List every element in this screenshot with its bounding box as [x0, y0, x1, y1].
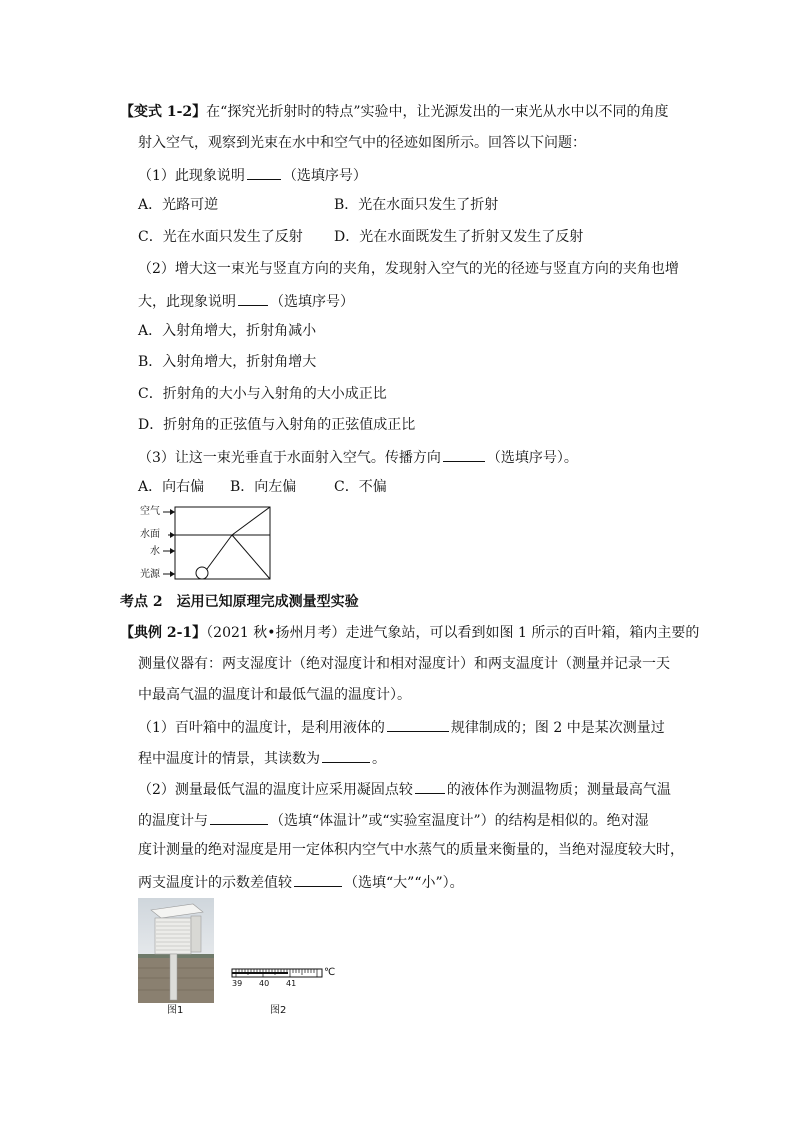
answer-blank[interactable] [415, 779, 445, 794]
example-q2-line2: 的温度计与 （选填“体温计”或“实验室温度计”）的结构是相似的。绝对湿 [138, 810, 649, 830]
refraction-diagram [132, 503, 282, 583]
answer-blank[interactable] [322, 748, 370, 763]
example-q2-line3: 度计测量的绝对湿度是用一定体积内空气中水蒸气的质量来衡量的，当绝对湿度较大时， [138, 842, 684, 858]
variant-stem-line2: 射入空气，观察到光束在水中和空气中的径迹如图所示。回答以下问题： [138, 135, 586, 151]
variant-q1: （1）此现象说明 （选填序号） [138, 165, 367, 185]
variant-q2-line2: 大，此现象说明 （选填序号） [138, 291, 354, 311]
answer-blank[interactable] [238, 291, 268, 306]
answer-blank[interactable] [387, 717, 449, 732]
section-title: 考点 2 运用已知原理完成测量型实验 [120, 594, 359, 610]
option-c: C．不偏 [334, 479, 387, 495]
answer-blank[interactable] [294, 872, 342, 887]
label-air: 空气 [140, 506, 160, 517]
option-a: A．光路可逆 [138, 197, 219, 213]
answer-blank[interactable] [247, 165, 281, 180]
example-q1-line1: （1）百叶箱中的温度计，是利用液体的 规律制成的；图 2 中是某次测量过 [138, 717, 665, 737]
option-b: B．向左偏 [230, 479, 297, 495]
option-c: C．光在水面只发生了反射 [138, 229, 303, 245]
option-b: B．光在水面只发生了折射 [334, 197, 499, 213]
option-d: D．光在水面既发生了折射又发生了反射 [334, 229, 584, 245]
variant-q2-line1: （2）增大这一束光与竖直方向的夹角，发现射入空气的光的径迹与竖直方向的夹角也增 [138, 261, 679, 277]
celsius-unit: ℃ [324, 967, 336, 978]
option-a: A．入射角增大，折射角减小 [138, 323, 317, 339]
variant-q3: （3）让这一束光垂直于水面射入空气。传播方向 （选填序号）。 [138, 447, 578, 467]
option-b: B．入射角增大，折射角增大 [138, 354, 317, 370]
figure2-thermometer [230, 965, 340, 993]
refraction-lines [132, 503, 282, 583]
variant-stem-line1: 【变式 1-2】在“探究光折射时的特点”实验中，让光源发出的一束光从水中以不同的角度 [120, 104, 669, 120]
example-line2: 测量仪器有：两支湿度计（绝对湿度计和相对湿度计）和两支温度计（测量并记录一天 [138, 656, 670, 672]
option-c: C．折射角的大小与入射角的大小成正比 [138, 386, 387, 402]
figure1-caption: 图1 [167, 1005, 184, 1016]
option-a: A．向右偏 [138, 479, 205, 495]
example-line3: 中最高气温的温度计和最低气温的温度计）。 [138, 687, 411, 703]
tick-label-40: 40 [259, 979, 270, 988]
label-light-source: 光源 [140, 569, 160, 580]
example-q2-line4: 两支温度计的示数差值较 （选填“大”“小”）。 [138, 872, 464, 892]
option-d: D．折射角的正弦值与入射角的正弦值成正比 [138, 417, 416, 433]
label-water: 水 [150, 546, 160, 557]
answer-blank[interactable] [210, 810, 268, 825]
variant-tag: 【变式 1-2】 [120, 104, 207, 120]
tick-label-39: 39 [232, 979, 243, 988]
example-line1: 【典例 2-1】（2021 秋•扬州月考）走进气象站，可以看到如图 1 所示的百叶箱，箱内主要的 [120, 625, 700, 641]
example-q1-line2: 程中温度计的情景，其读数为 。 [138, 748, 386, 768]
stevenson-screen-image [138, 898, 214, 1003]
example-tag: 【典例 2-1】 [120, 625, 207, 641]
label-water-surface: 水面 [140, 529, 160, 540]
figure1-photo [138, 898, 214, 1003]
answer-blank[interactable] [443, 447, 485, 462]
figure2-caption: 图2 [270, 1005, 287, 1016]
example-q2-line1: （2）测量最低气温的温度计应采用凝固点较 的液体作为测温物质；测量最高气温 [138, 779, 671, 799]
tick-label-41: 41 [286, 979, 297, 988]
